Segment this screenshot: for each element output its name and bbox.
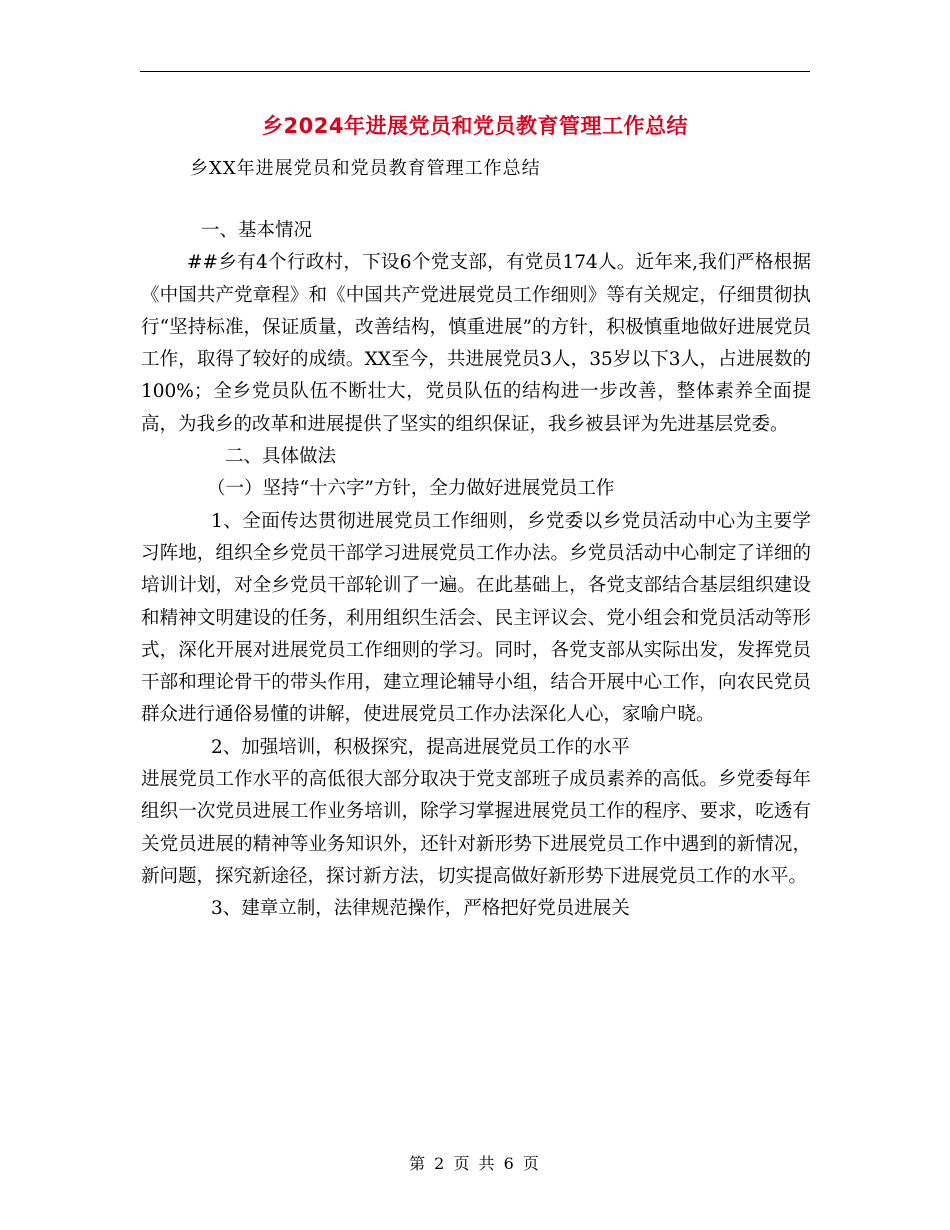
document-body <box>141 215 811 926</box>
document-title: 乡2024年进展党员和党员教育管理工作总结 <box>262 114 688 138</box>
section-heading-basic-situation: 一、基本情况 <box>201 220 313 241</box>
subsection-heading-sixteen-characters: （一）坚持“十六字”方针，全力做好进展党员工作 <box>207 478 615 500</box>
paragraph-basic-situation: ##乡有4个行政村，下设6个党支部，有党员174人。近年来,我们严格根据《中国共产党章程》和《中国共产党进展党员工作细则》等有关规定，仔细贯彻执行“坚持标准，保证质量，改善结构，慎重进展”的方针，积极慎重地做好进展党员工作，取得了较好的成绩。XX至今，共进展党员3人，35岁以下3人，占进展数的100%；全乡党员队伍不断壮大，党员队伍的结构进一步改善，整体素养全面提高，为我乡的改革和进展提供了坚实的组织保证，我乡被县评为先进基层党委。 <box>141 252 811 435</box>
paragraph-item-1: 1、全面传达贯彻进展党员工作细则，乡党委以乡党员活动中心为主要学习阵地，组织全乡党员干部学习进展党员工作办法。乡党员活动中心制定了详细的培训计划，对全乡党员干部轮训了一遍。在此基础上，各党支部结合基层组织建设和精神文明建设的任务，利用组织生活会、民主评议会、党小组会和党员活动等形式，深化开展对进展党员工作细则的学习。同时，各党支部从实际出发，发挥党员干部和理论骨干的带头作用，建立理论辅导小组，结合开展中心工作，向农民党员群众进行通俗易懂的讲解，使进展党员工作办法深化人心，家喻户晓。 <box>141 510 811 726</box>
document-subtitle: 乡XX年进展党员和党员教育管理工作总结 <box>190 158 541 179</box>
header-rule <box>140 71 810 72</box>
section-heading-specific-methods: 二、具体做法 <box>225 446 337 468</box>
page-number-footer: 第 2 页 共 6 页 <box>409 1154 541 1173</box>
paragraph-item-2: 进展党员工作水平的高低很大部分取决于党支部班子成员素养的高低。乡党委每年组织一次党员进展工作业务培训，除学习掌握进展党员工作的程序、要求，吃透有关党员进展的精神等业务知识外，还针对新形势下进展党员工作中遇到的新情况，新问题，探究新途径，探讨新方法，切实提高做好新形势下进展党员工作的水平。 <box>141 769 811 887</box>
item-3-heading: 3、建章立制，法律规范操作，严格把好党员进展关 <box>211 898 630 920</box>
item-2-heading: 2、加强培训，积极探究，提高进展党员工作的水平 <box>211 736 630 758</box>
